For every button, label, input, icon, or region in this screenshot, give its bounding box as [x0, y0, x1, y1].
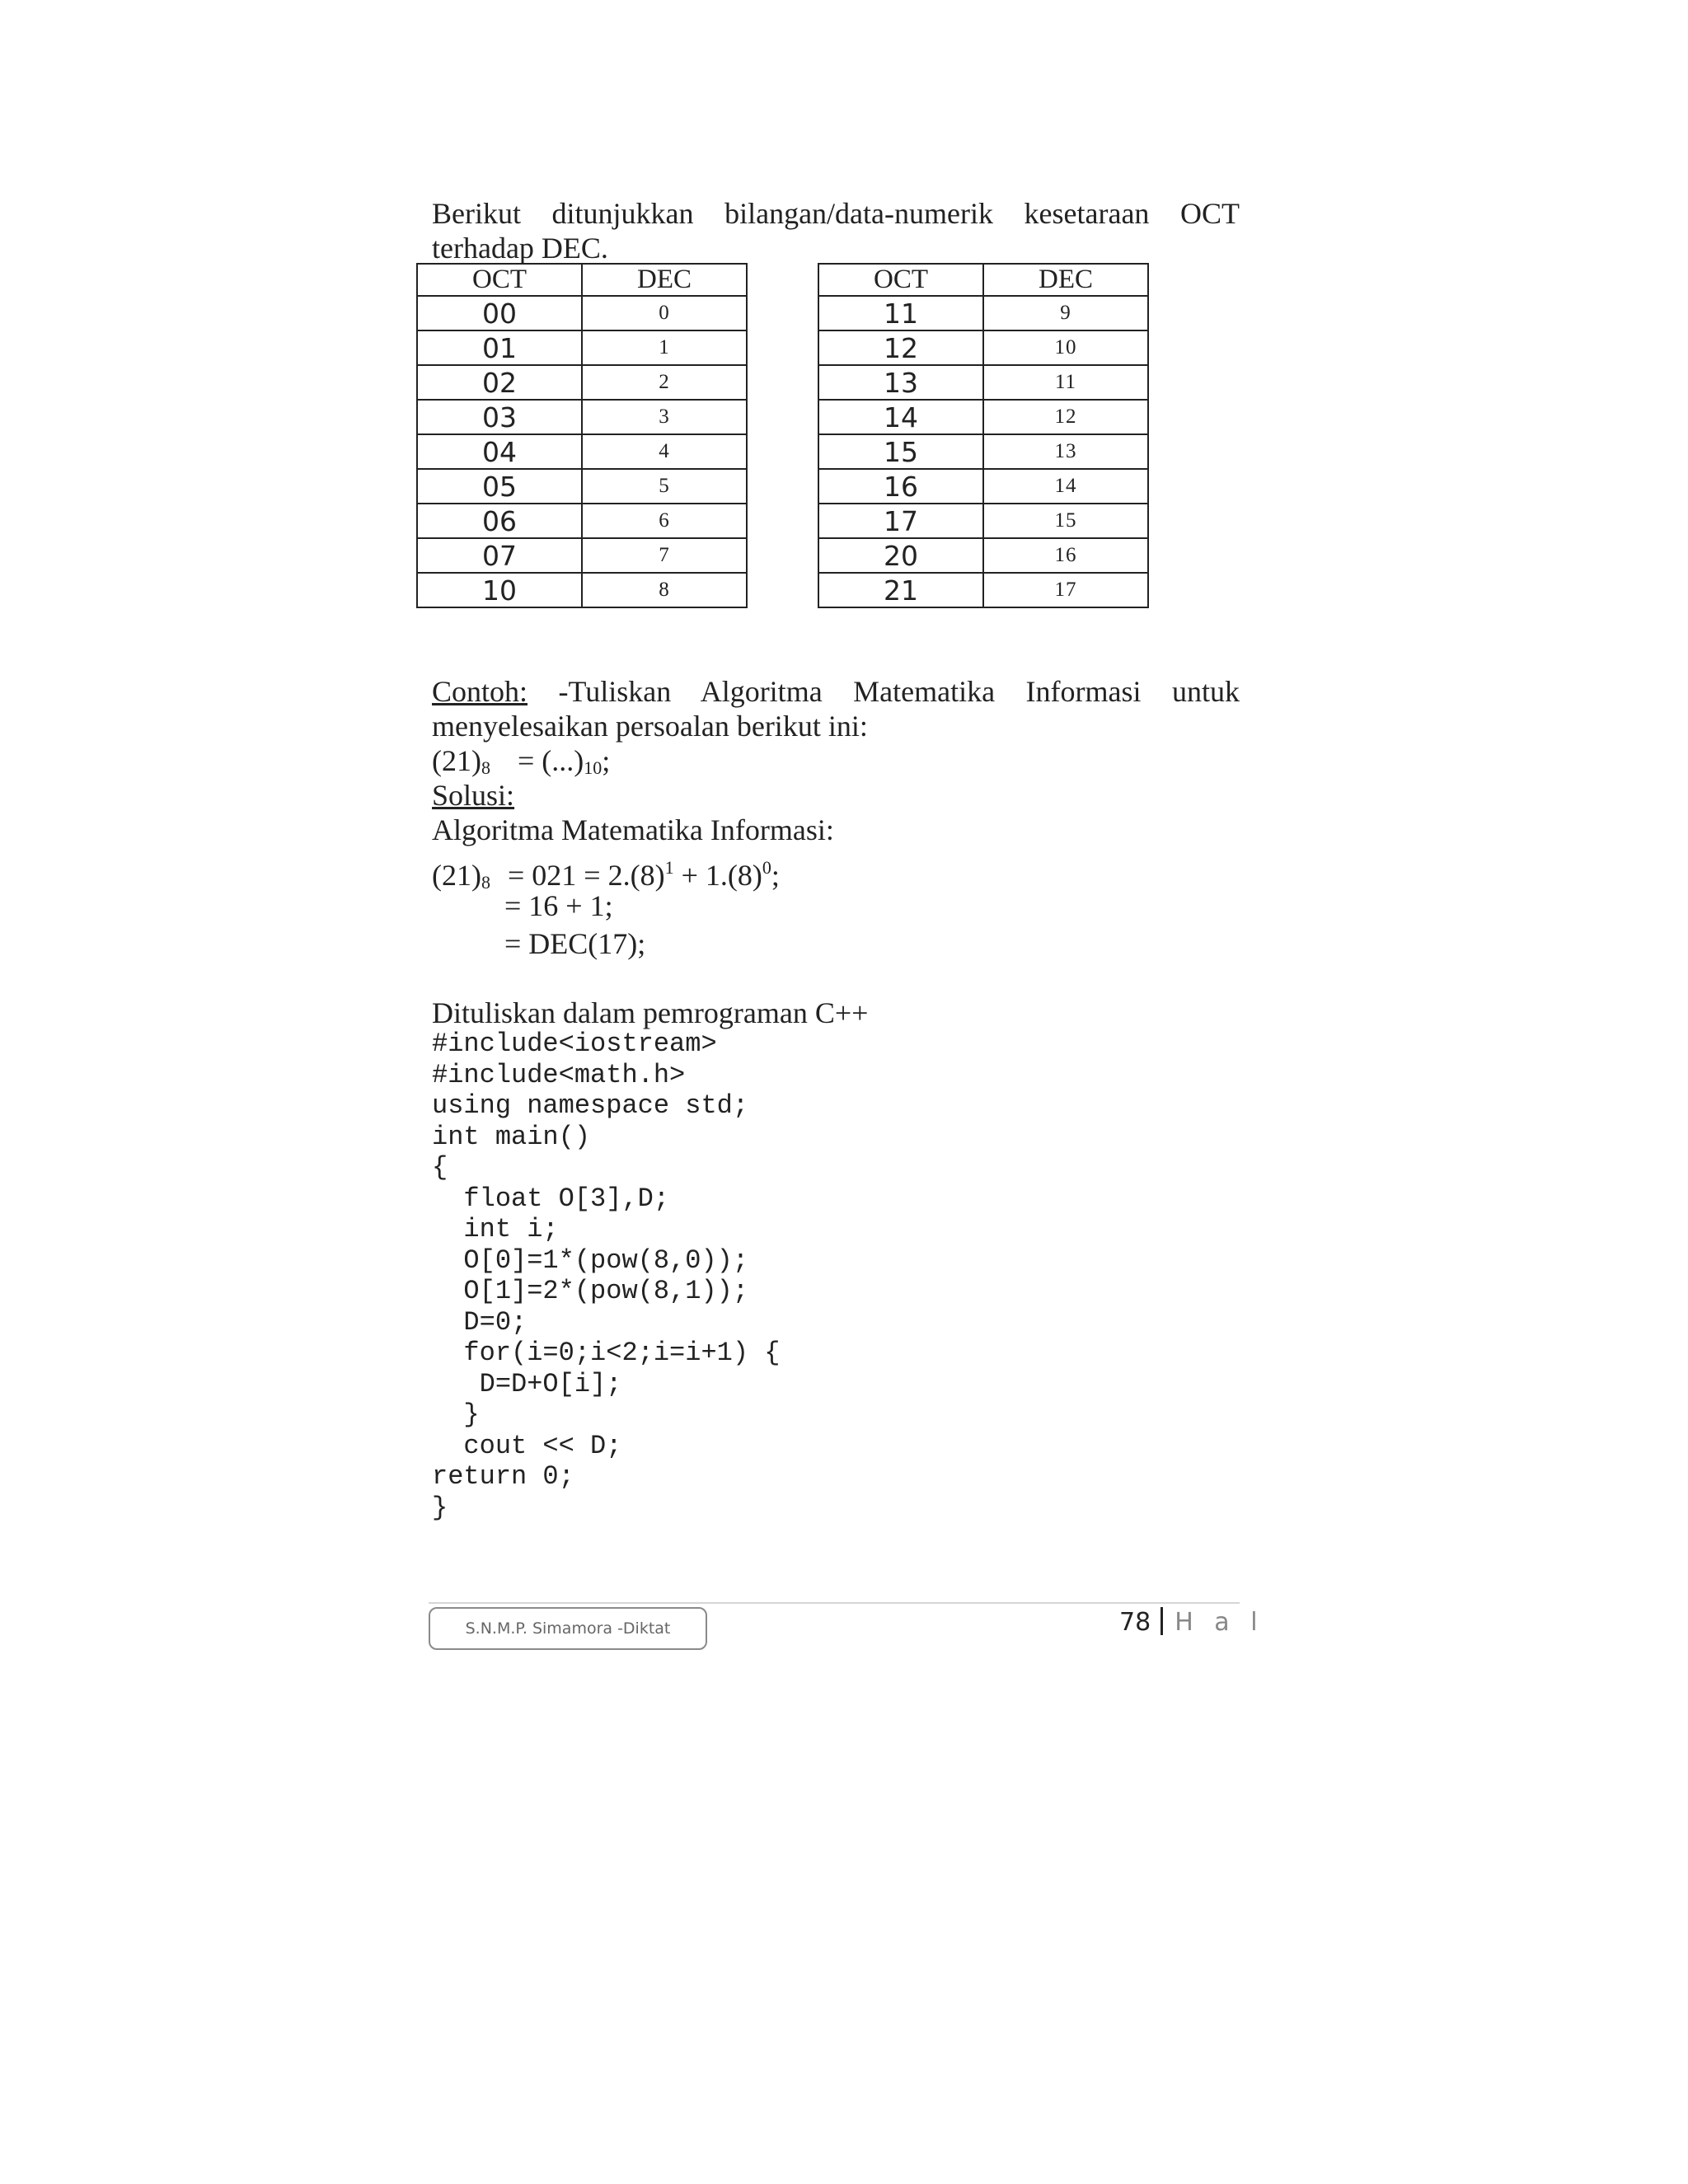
example-section: [432, 674, 1240, 847]
table-row: [818, 400, 1148, 434]
oct-cell: 12: [818, 330, 983, 365]
table-row: [417, 400, 747, 434]
oct-cell: 05: [417, 469, 582, 504]
problem-lhs: (21): [432, 744, 481, 777]
calc-exp2: 0: [762, 857, 771, 878]
calc-line2-text: = 16 + 1;: [504, 889, 613, 922]
table-row: [417, 330, 747, 365]
dec-cell: 10: [983, 330, 1148, 365]
table-row: [417, 296, 747, 330]
oct-cell: 02: [417, 365, 582, 400]
calculation-block: [432, 849, 780, 963]
algorithm-title: Algoritma Matematika Informasi:: [432, 813, 834, 846]
oct-cell: 20: [818, 538, 983, 573]
intro-paragraph: Berikut ditunjukkan bilangan/data-numerik kesetaraan OCT terhadap DEC.: [432, 197, 1240, 265]
dec-cell: 5: [582, 469, 747, 504]
oct-cell: 07: [417, 538, 582, 573]
oct-cell: 16: [818, 469, 983, 504]
dec-cell: 13: [983, 434, 1148, 469]
dec-cell: 0: [582, 296, 747, 330]
problem-rhs-base: 10: [584, 757, 603, 778]
dec-cell: 16: [983, 538, 1148, 573]
dec-cell: 3: [582, 400, 747, 434]
table-row: [417, 469, 747, 504]
dec-cell: 4: [582, 434, 747, 469]
table-row: [417, 538, 747, 573]
dec-cell: 8: [582, 573, 747, 607]
dec-cell: 1: [582, 330, 747, 365]
calc-line1-b: + 1.(8): [673, 859, 762, 892]
table-row: [417, 504, 747, 538]
header-dec: DEC: [582, 264, 747, 296]
page-number-value: 78: [1119, 1608, 1151, 1637]
table-row: [818, 538, 1148, 573]
oct-cell: 00: [417, 296, 582, 330]
calc-lhs-base: 8: [481, 872, 490, 893]
table-row: [417, 573, 747, 607]
solution-label-text: Solusi:: [432, 779, 515, 812]
table-row: [818, 469, 1148, 504]
table-header-row: [417, 264, 747, 296]
calc-line1-end: ;: [771, 859, 780, 892]
table-row: [818, 573, 1148, 607]
oct-cell: 03: [417, 400, 582, 434]
header-oct: OCT: [417, 264, 582, 296]
header-dec: DEC: [983, 264, 1148, 296]
problem-end: ;: [602, 744, 611, 777]
oct-cell: 10: [417, 573, 582, 607]
calc-line3-text: = DEC(17);: [504, 927, 646, 960]
table-row: [818, 296, 1148, 330]
oct-cell: 17: [818, 504, 983, 538]
dec-cell: 11: [983, 365, 1148, 400]
problem-statement: [432, 743, 1240, 778]
code-block: #include<iostream> #include<math.h> using namespace std; int main() { float O[3],D; int i; O[0]=1*(pow(8,0)); O[1]=2*(pow(8,1)); D=0; for(i=0;i<2;i=i+1) { D=D+O[i]; } cout << D; return 0; }: [432, 1029, 781, 1523]
page-separator: [1160, 1607, 1163, 1635]
calc-line1-a: = 021 = 2.(8): [507, 859, 665, 892]
problem-lhs-base: 8: [481, 757, 490, 778]
table-row: [818, 330, 1148, 365]
dec-cell: 7: [582, 538, 747, 573]
page-label: H a l: [1175, 1608, 1264, 1637]
calc-lhs: (21): [432, 859, 481, 892]
footer-author-box: [429, 1607, 707, 1650]
page-number: [1119, 1607, 1264, 1637]
oct-dec-table-left: [416, 263, 748, 608]
oct-cell: 04: [417, 434, 582, 469]
calc-line-3: [432, 925, 780, 963]
example-paragraph: [432, 674, 1240, 743]
oct-cell: 11: [818, 296, 983, 330]
oct-cell: 14: [818, 400, 983, 434]
calc-line-2: [432, 887, 780, 925]
cpp-title: Dituliskan dalam pemrograman C++: [432, 996, 869, 1029]
problem-rhs: = (...): [517, 744, 584, 777]
dec-cell: 14: [983, 469, 1148, 504]
table-row: [818, 365, 1148, 400]
header-oct: OCT: [818, 264, 983, 296]
table-row: [417, 434, 747, 469]
oct-cell: 06: [417, 504, 582, 538]
calc-line-1: [432, 849, 780, 893]
dec-cell: 6: [582, 504, 747, 538]
dec-cell: 2: [582, 365, 747, 400]
solution-label: [432, 778, 1240, 813]
example-label: Contoh:: [432, 675, 528, 708]
calc-exp1: 1: [664, 857, 674, 878]
oct-cell: 13: [818, 365, 983, 400]
example-text: -Tuliskan Algoritma Matematika Informasi untuk menyelesaikan persoalan berikut ini:: [432, 675, 1240, 743]
oct-cell: 01: [417, 330, 582, 365]
dec-cell: 9: [983, 296, 1148, 330]
table-row: [818, 504, 1148, 538]
footer-divider: [429, 1602, 1240, 1604]
dec-cell: 15: [983, 504, 1148, 538]
table-row: [818, 434, 1148, 469]
table-row: [417, 365, 747, 400]
dec-cell: 12: [983, 400, 1148, 434]
oct-cell: 21: [818, 573, 983, 607]
footer-author: S.N.M.P. Simamora -Diktat: [465, 1619, 671, 1638]
table-header-row: [818, 264, 1148, 296]
oct-cell: 15: [818, 434, 983, 469]
oct-dec-table-right: [818, 263, 1149, 608]
dec-cell: 17: [983, 573, 1148, 607]
